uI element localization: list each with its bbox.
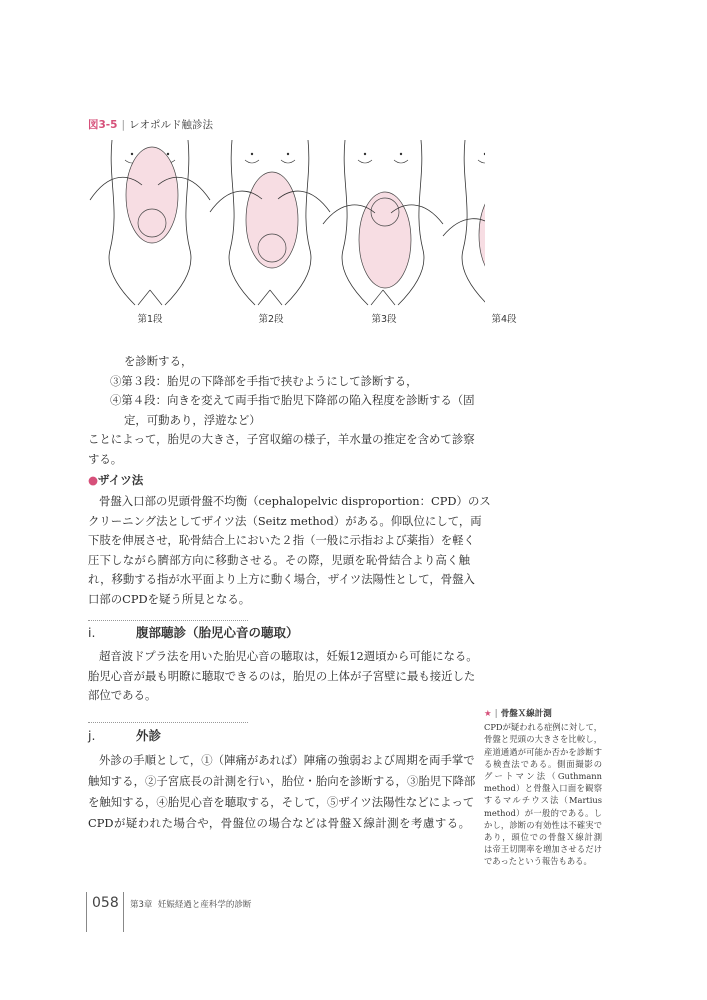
section-i-heading: i. 腹部聴診（胎児心音の聴取） bbox=[88, 625, 299, 640]
figure-label-4: 第4段 bbox=[491, 314, 517, 325]
star-icon: ★ bbox=[484, 709, 492, 719]
footer-rule bbox=[86, 892, 87, 932]
leopold-figure bbox=[85, 140, 485, 310]
leopold-text: を診断する， ③第３段：胎児の下降部を手指で挟むようにして診断する， ④第４段：向きを変えて両手指で胎児下降部の陥入程度を診断する（固 定，可動あり，浮遊など） ことによって，胎児の大きさ，子宮収縮の様子，羊水量の推定を含めて診察 する。 bbox=[88, 354, 475, 466]
figure-label-3: 第3段 bbox=[371, 314, 397, 325]
running-footer: 第3章 妊娠経過と産科学的診断 bbox=[130, 900, 252, 910]
seitz-paragraph: 骨盤入口部の児頭骨盤不均衡（cephalopelvic disproportion：CPD）のス クリーニング法としてザイツ法（Seitz method）がある。仰臥位にして，両 下肢を伸展させ，恥骨結合上においた２指（一般に示指および薬指）を軽く 圧下しながら臍部方向に移動させる。その際，児頭を恥骨結合より高く触 れ，移動する指が水平面より上方に動く場合，ザイツ法陽性として，骨盤入 口部のCPDを疑う所見となる。 bbox=[88, 494, 491, 606]
section-j-paragraph: 外診の手順として，①（陣痛があれば）陣痛の強弱および周期を両手掌で 触知する，②子宮底長の計測を行い，胎位・胎向を診断する，③胎児下降部 を触知する，④胎児心音を聴取する，そして，⑤ザイツ法陽性などによって CPDが疑われた場合や，骨盤位の場合などは骨盤Ｘ線計測を考慮する。 bbox=[88, 753, 476, 830]
torso-drawing-4 bbox=[443, 140, 485, 305]
torso-drawing-3 bbox=[323, 140, 443, 305]
figure-label-2: 第2段 bbox=[258, 314, 284, 325]
figure-label-1: 第1段 bbox=[137, 314, 163, 325]
section-i-paragraph: 超音波ドプラ法を用いた胎児心音の聴取は，妊娠12週頃から可能になる。 胎児心音が最も明瞭に聴取できるのは，胎児の上体が子宮壁に最も接近した 部位である。 bbox=[88, 649, 478, 702]
page-number: 058 bbox=[92, 895, 119, 911]
divider bbox=[88, 722, 248, 723]
section-j-heading: j. 外診 bbox=[88, 728, 162, 743]
torso-drawing-2 bbox=[210, 140, 330, 305]
figure-caption: 図3-5 | レオポルド触診法 bbox=[88, 119, 214, 131]
sidenote: ★ | 骨盤Ｘ線計測 CPDが疑われる症例に対して， 骨盤と児頭の大きさを比較し， 産道通過が可能か否かを診断す る検査法である。側面撮影の グートマン法（Guthmann method）と骨盤入口面を観察 するマルチウス法（Martius method）が一般的である。し かし，診断の有効性は不確実で あり，頭位での骨盤Ｘ線計測 は帝王切開率を増加させるだけ であったという報告もある。 bbox=[484, 709, 602, 867]
seitz-heading: ●ザイツ法 bbox=[88, 473, 144, 487]
footer-rule bbox=[123, 892, 124, 932]
torso-drawing-1 bbox=[90, 140, 210, 305]
divider bbox=[88, 620, 248, 621]
